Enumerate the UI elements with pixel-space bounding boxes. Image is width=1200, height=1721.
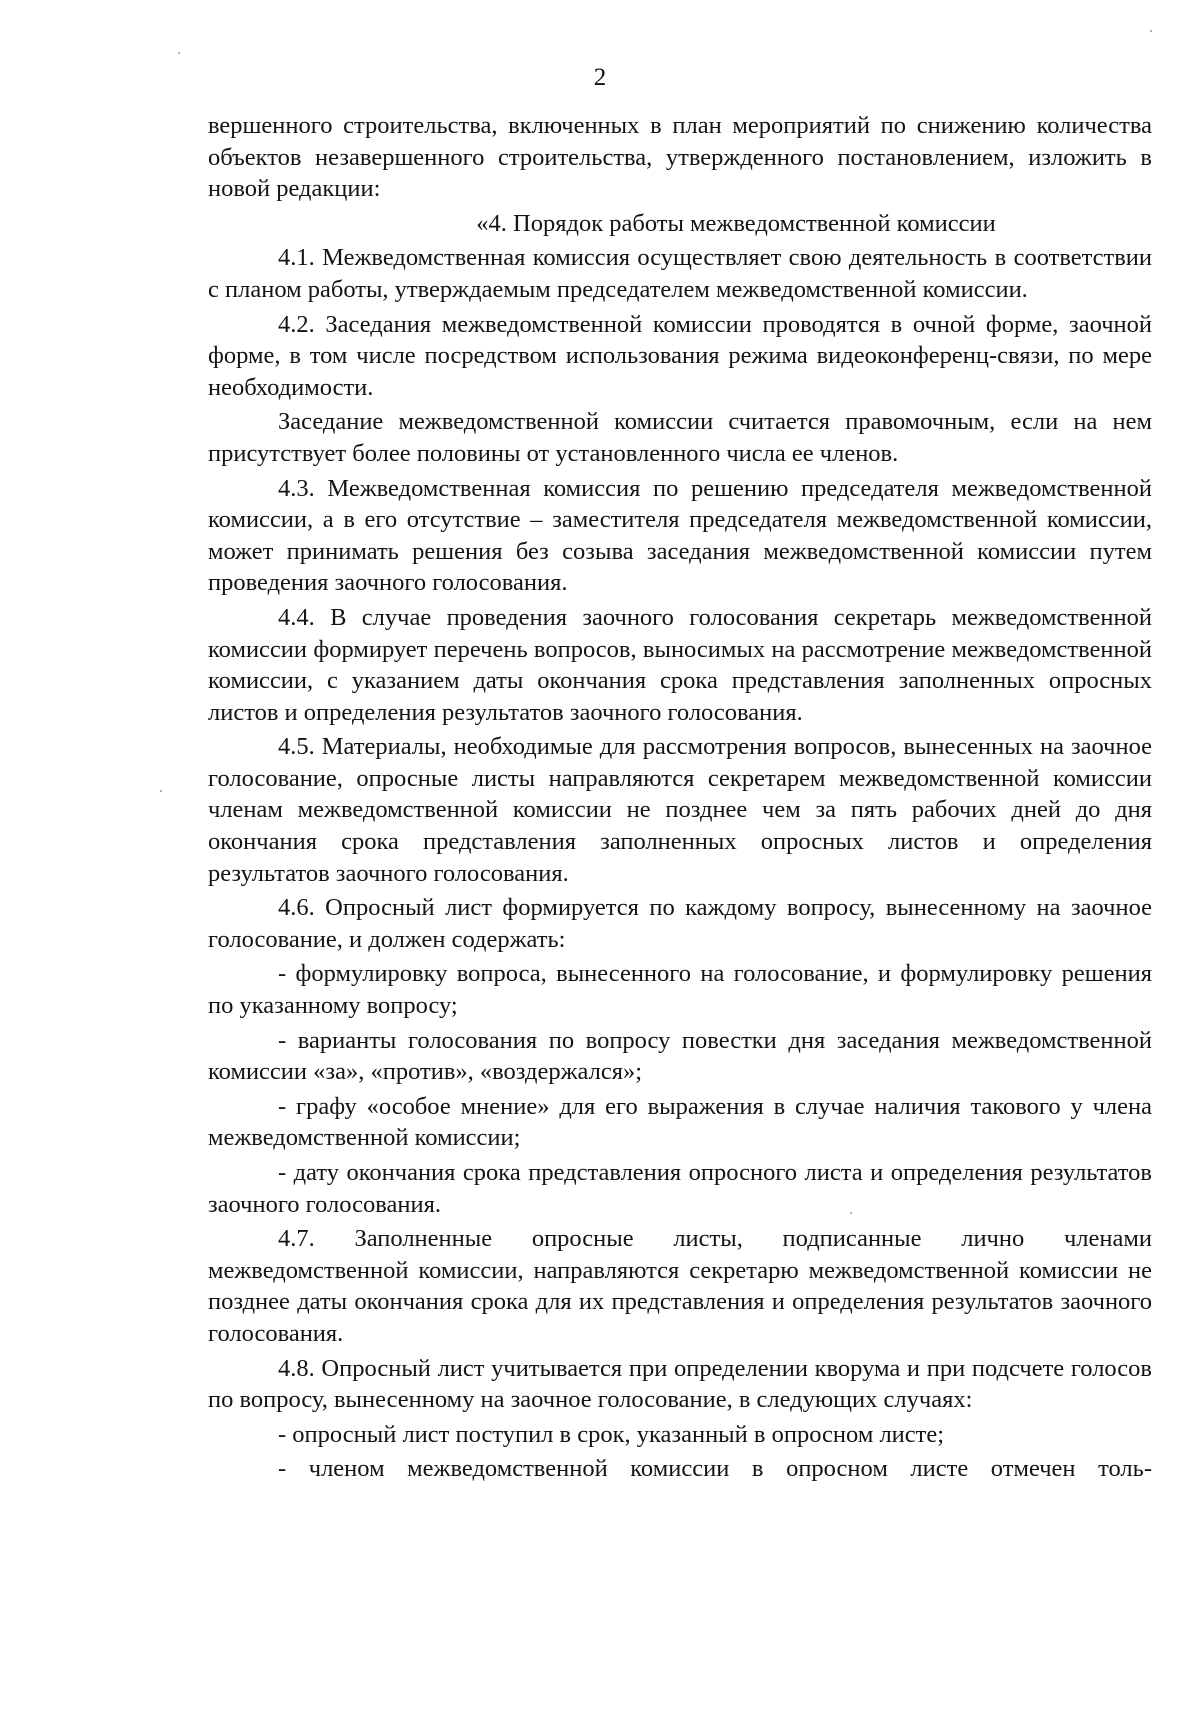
scan-speck xyxy=(160,790,162,792)
paragraph-4-6: 4.6. Опросный лист формируется по каждому вопросу, вынесенному на заочное голосование, и должен содержать: xyxy=(208,894,1152,953)
list-item-special-opinion: - графу «особое мнение» для его выражения в случае наличия такового у члена межведомственной комиссии; xyxy=(208,1092,1152,1152)
list-item-voting-options: - варианты голосования по вопросу повестки дня заседания межведомственной комиссии «за», «против», «воздержался»; xyxy=(208,1026,1152,1086)
section-heading: «4. Порядок работы межведомственной комиссии xyxy=(476,209,996,237)
paragraph-quorum: Заседание межведомственной комиссии считается правомочным, если на нем присутствует более половины от установленного числа ее членов. xyxy=(208,408,1152,467)
paragraph-4-2: 4.2. Заседания межведомственной комиссии проводятся в очной форме, заочной форме, в том числе посредством использования режима видеоконференц-связи, по мере необходимости. xyxy=(208,310,1152,401)
scan-speck xyxy=(850,1212,852,1214)
paragraph-4-1: 4.1. Межведомственная комиссия осуществляет свою деятельность в соответствии с планом работы, утверждаемым председателем межведомственной комиссии. xyxy=(208,244,1152,303)
list-item-received-on-time: - опросный лист поступил в срок, указанный в опросном листе; xyxy=(278,1420,945,1448)
list-item-deadline: - дату окончания срока представления опросного листа и определения результатов заочного голосования. xyxy=(208,1159,1152,1218)
list-item-question: - формулировку вопроса, вынесенного на голосование, и формулировку решения по указанному вопросу; xyxy=(208,960,1152,1020)
scan-speck xyxy=(178,52,180,54)
paragraph-4-7: 4.7. Заполненные опросные листы, подписанные лично членами межведомственной комиссии, направляются секретарю межведомственной комиссии не позднее даты окончания срока для их представления и определения результатов заочного голосования. xyxy=(208,1225,1152,1347)
list-item-marked-only: - членом межведомственной комиссии в опросном листе отмечен толь- xyxy=(278,1455,1152,1483)
paragraph-4-4: 4.4. В случае проведения заочного голосования секретарь межведомственной комиссии формирует перечень вопросов, выносимых на рассмотрение межведомственной комиссии, с указанием даты окончания срока представления заполненных опросных листов и определения результатов заочного голосования. xyxy=(208,603,1152,726)
page-number: 2 xyxy=(593,64,607,91)
paragraph-4-8: 4.8. Опросный лист учитывается при определении кворума и при подсчете голосов по вопросу, вынесенному на заочное голосование, в следующих случаях: xyxy=(208,1354,1152,1414)
scan-speck xyxy=(1150,30,1152,32)
paragraph-4-5: 4.5. Материалы, необходимые для рассмотрения вопросов, вынесенных на заочное голосование, опросные листы направляются секретарем межведомственной комиссии членам межведомственной комиссии не позднее чем за пять рабочих дней до дня окончания срока представления заполненных опросных листов и определения результатов заочного голосования. xyxy=(208,733,1152,887)
paragraph-4-3: 4.3. Межведомственная комиссия по решению председателя межведомственной комиссии, а в его отсутствие – заместителя председателя межведомственной комиссии, может принимать решения без созыва заседания межведомственной комиссии путем проведения заочного голосования. xyxy=(208,474,1152,597)
document-body xyxy=(208,110,1152,1488)
paragraph-continuation: вершенного строительства, включенных в план мероприятий по снижению количества объектов незавершенного строительства, утвержденного постановлением, изложить в новой редакции: xyxy=(208,112,1152,203)
